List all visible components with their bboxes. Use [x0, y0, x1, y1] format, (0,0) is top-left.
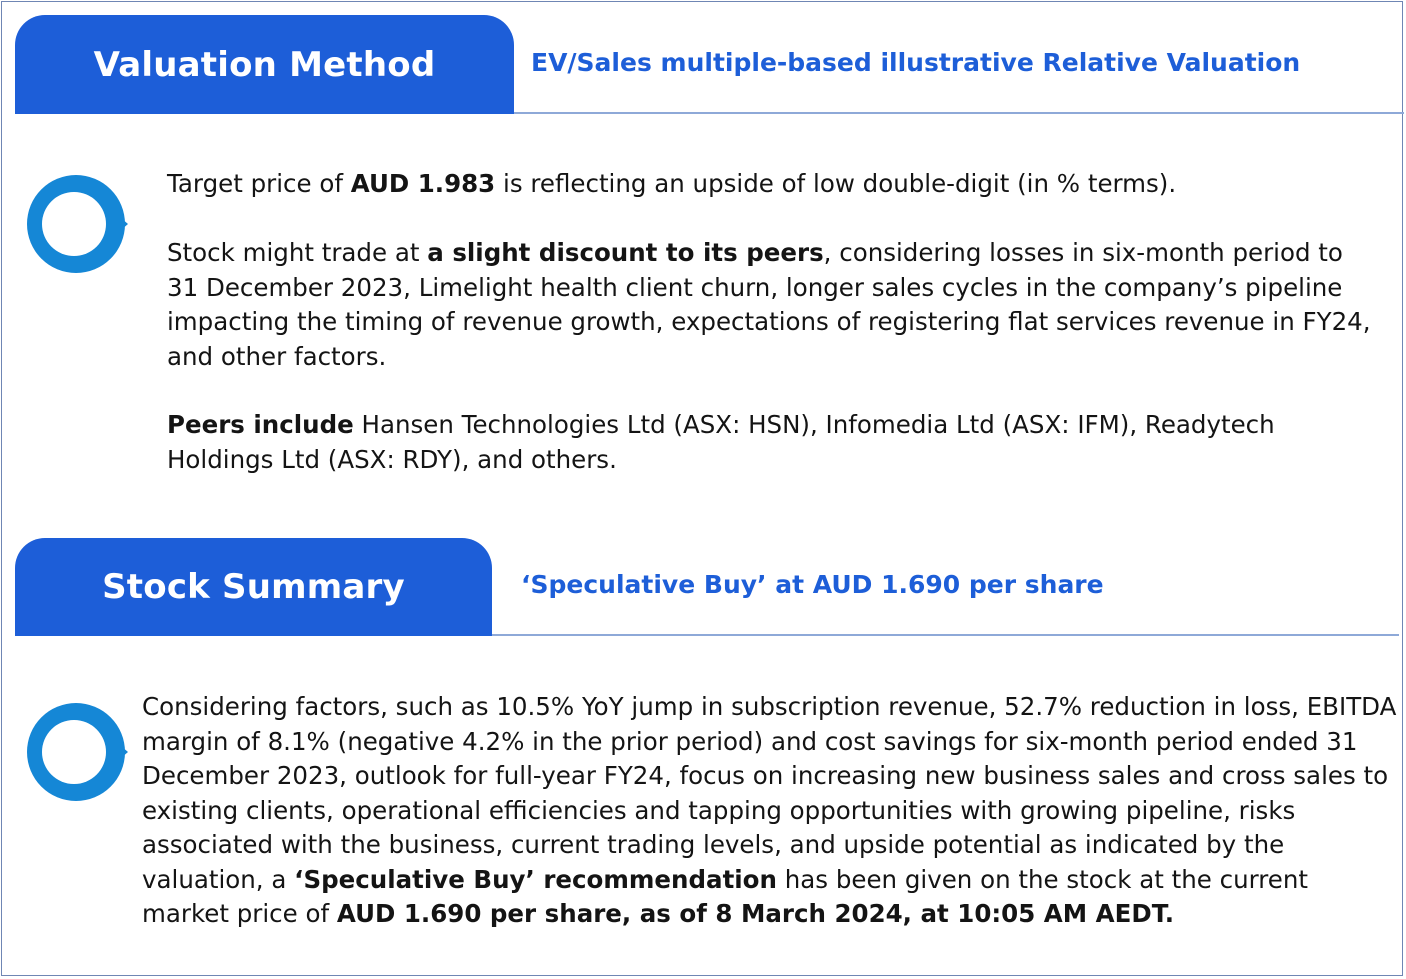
location-pin-icon	[12, 174, 130, 274]
stock-summary-tab: Stock Summary	[15, 538, 492, 636]
valuation-subtitle: EV/Sales multiple-based illustrative Relative Valuation	[531, 48, 1301, 77]
peer-discount-paragraph: Stock might trade at a slight discount to its peers, considering losses in six-month period to 31 December 2023, Limelight health client churn, longer sales cycles in the company’s pipeline impacting the timing of revenue growth, expectations of registering flat services revenue in FY24, and other factors.	[167, 238, 1371, 371]
summary-subtitle: ‘Speculative Buy’ at AUD 1.690 per share	[521, 570, 1104, 599]
peers-paragraph: Peers include Hansen Technologies Ltd (ASX: HSN), Infomedia Ltd (ASX: IFM), Readytech Holdings Ltd (ASX: RDY), and others.	[167, 410, 1275, 474]
valuation-method-tab: Valuation Method	[15, 15, 514, 114]
location-pin-icon	[12, 702, 130, 802]
target-price-paragraph: Target price of AUD 1.983 is reflecting an upside of low double-digit (in % terms).	[167, 169, 1177, 198]
recommendation-paragraph: Considering factors, such as 10.5% YoY jump in subscription revenue, 52.7% reduction in loss, EBITDA margin of 8.1% (negative 4.2% in the prior period) and cost savings for six-month period ended 31 December 2023, outlook for full-year FY24, focus on increasing new business sales and cross sales to existing clients, operational efficiencies and tapping opportunities with growing pipeline, risks associated with the business, current trading levels, and upside potential as indicated by the valuation, a ‘Speculative Buy’ recommendation has been given on the stock at the current market price of AUD 1.690 per share, as of 8 March 2024, at 10:05 AM AEDT.	[142, 692, 1397, 928]
valuation-header-rule	[514, 112, 1404, 114]
summary-header-rule	[492, 634, 1399, 636]
